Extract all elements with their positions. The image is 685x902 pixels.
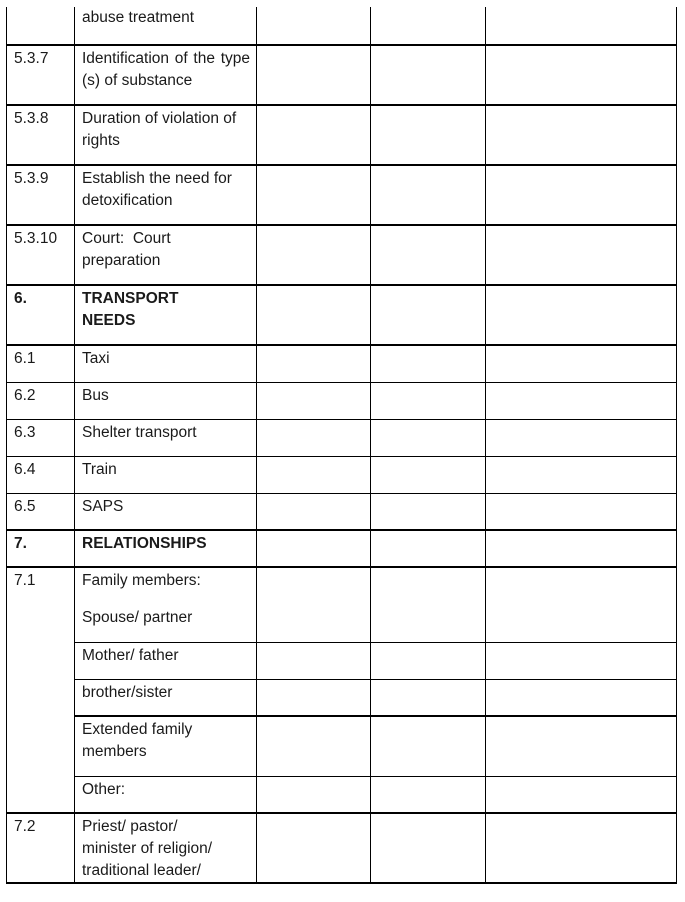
- blank-cell[interactable]: [371, 493, 486, 530]
- row-label: Extended family members: [75, 716, 257, 776]
- blank-cell[interactable]: [257, 382, 371, 419]
- blank-cell[interactable]: [257, 493, 371, 530]
- row-label: brother/sister: [75, 679, 257, 716]
- blank-cell[interactable]: [257, 813, 371, 883]
- blank-cell[interactable]: [371, 456, 486, 493]
- section-number: 6.: [7, 285, 75, 345]
- blank-cell[interactable]: [371, 679, 486, 716]
- row-label: Priest/ pastor/ minister of religion/ traditional leader/: [75, 813, 257, 883]
- row-label: Bus: [75, 382, 257, 419]
- blank-cell[interactable]: [371, 567, 486, 642]
- blank-cell[interactable]: [257, 225, 371, 285]
- row-label: [75, 567, 257, 642]
- blank-cell[interactable]: [371, 45, 486, 105]
- blank-cell[interactable]: [371, 530, 486, 567]
- blank-cell[interactable]: [486, 105, 677, 165]
- blank-cell[interactable]: [486, 225, 677, 285]
- blank-cell[interactable]: [371, 345, 486, 382]
- blank-cell[interactable]: [371, 716, 486, 776]
- blank-cell[interactable]: [257, 679, 371, 716]
- blank-cell[interactable]: [486, 285, 677, 345]
- blank-cell[interactable]: [371, 382, 486, 419]
- section-heading-row: [7, 285, 677, 345]
- blank-cell[interactable]: [486, 456, 677, 493]
- table-row: [7, 345, 677, 382]
- row-label: Other:: [75, 776, 257, 813]
- blank-cell[interactable]: [257, 7, 371, 45]
- blank-cell[interactable]: [486, 493, 677, 530]
- row-label: SAPS: [75, 493, 257, 530]
- row-label: Identification of the type (s) of substance: [75, 45, 257, 105]
- blank-cell[interactable]: [486, 567, 677, 642]
- blank-cell[interactable]: [257, 285, 371, 345]
- section-number: 7.: [7, 530, 75, 567]
- blank-cell[interactable]: [486, 419, 677, 456]
- assessment-table: [6, 7, 677, 884]
- row-label-line2: Spouse/ partner: [82, 609, 193, 626]
- row-label: Taxi: [75, 345, 257, 382]
- row-number: 6.1: [7, 345, 75, 382]
- row-number: 7.1: [7, 567, 75, 813]
- table-row: [7, 419, 677, 456]
- blank-cell[interactable]: [486, 345, 677, 382]
- blank-cell[interactable]: [257, 530, 371, 567]
- row-number: 5.3.9: [7, 165, 75, 225]
- row-number: 6.2: [7, 382, 75, 419]
- row-label: Train: [75, 456, 257, 493]
- table-row: [7, 813, 677, 883]
- row-label-line1: Family members:: [82, 572, 201, 589]
- section-title: TRANSPORT NEEDS: [75, 285, 257, 345]
- blank-cell[interactable]: [371, 419, 486, 456]
- blank-cell[interactable]: [371, 285, 486, 345]
- table-row: [7, 642, 677, 679]
- blank-cell[interactable]: [257, 345, 371, 382]
- blank-cell[interactable]: [371, 7, 486, 45]
- row-number: 5.3.8: [7, 105, 75, 165]
- blank-cell[interactable]: [257, 419, 371, 456]
- table-row: [7, 776, 677, 813]
- blank-cell[interactable]: [486, 642, 677, 679]
- blank-cell[interactable]: [371, 642, 486, 679]
- blank-cell[interactable]: [371, 105, 486, 165]
- table-row: [7, 679, 677, 716]
- table-row: [7, 716, 677, 776]
- blank-cell[interactable]: [486, 679, 677, 716]
- blank-cell[interactable]: [486, 45, 677, 105]
- blank-cell[interactable]: [257, 716, 371, 776]
- blank-cell[interactable]: [486, 716, 677, 776]
- blank-cell[interactable]: [371, 776, 486, 813]
- table-row: [7, 45, 677, 105]
- blank-cell[interactable]: [257, 165, 371, 225]
- table-row: [7, 105, 677, 165]
- table-row: [7, 456, 677, 493]
- blank-cell[interactable]: [486, 813, 677, 883]
- row-number: 5.3.10: [7, 225, 75, 285]
- blank-cell[interactable]: [257, 45, 371, 105]
- table-row: [7, 567, 677, 642]
- row-number: 6.5: [7, 493, 75, 530]
- blank-cell[interactable]: [257, 456, 371, 493]
- row-label: Duration of violation of rights: [75, 105, 257, 165]
- table-row: [7, 225, 677, 285]
- blank-cell[interactable]: [257, 105, 371, 165]
- blank-cell[interactable]: [371, 225, 486, 285]
- row-number: 6.4: [7, 456, 75, 493]
- row-label: Mother/ father: [75, 642, 257, 679]
- row-label: Court: Court preparation: [75, 225, 257, 285]
- row-label: Establish the need for detoxification: [75, 165, 257, 225]
- table-row: [7, 493, 677, 530]
- row-number: [7, 7, 75, 45]
- blank-cell[interactable]: [371, 165, 486, 225]
- blank-cell[interactable]: [257, 567, 371, 642]
- blank-cell[interactable]: [486, 7, 677, 45]
- blank-cell[interactable]: [486, 382, 677, 419]
- blank-cell[interactable]: [486, 165, 677, 225]
- blank-cell[interactable]: [371, 813, 486, 883]
- blank-cell[interactable]: [257, 642, 371, 679]
- table-row: [7, 165, 677, 225]
- row-label: abuse treatment: [75, 7, 257, 45]
- section-heading-row: [7, 530, 677, 567]
- row-label: Shelter transport: [75, 419, 257, 456]
- blank-cell[interactable]: [486, 776, 677, 813]
- table-row: [7, 7, 677, 45]
- table-row: [7, 382, 677, 419]
- blank-cell[interactable]: [486, 530, 677, 567]
- row-number: 6.3: [7, 419, 75, 456]
- row-number: 7.2: [7, 813, 75, 883]
- blank-cell[interactable]: [257, 776, 371, 813]
- row-number: 5.3.7: [7, 45, 75, 105]
- section-title: RELATIONSHIPS: [75, 530, 257, 567]
